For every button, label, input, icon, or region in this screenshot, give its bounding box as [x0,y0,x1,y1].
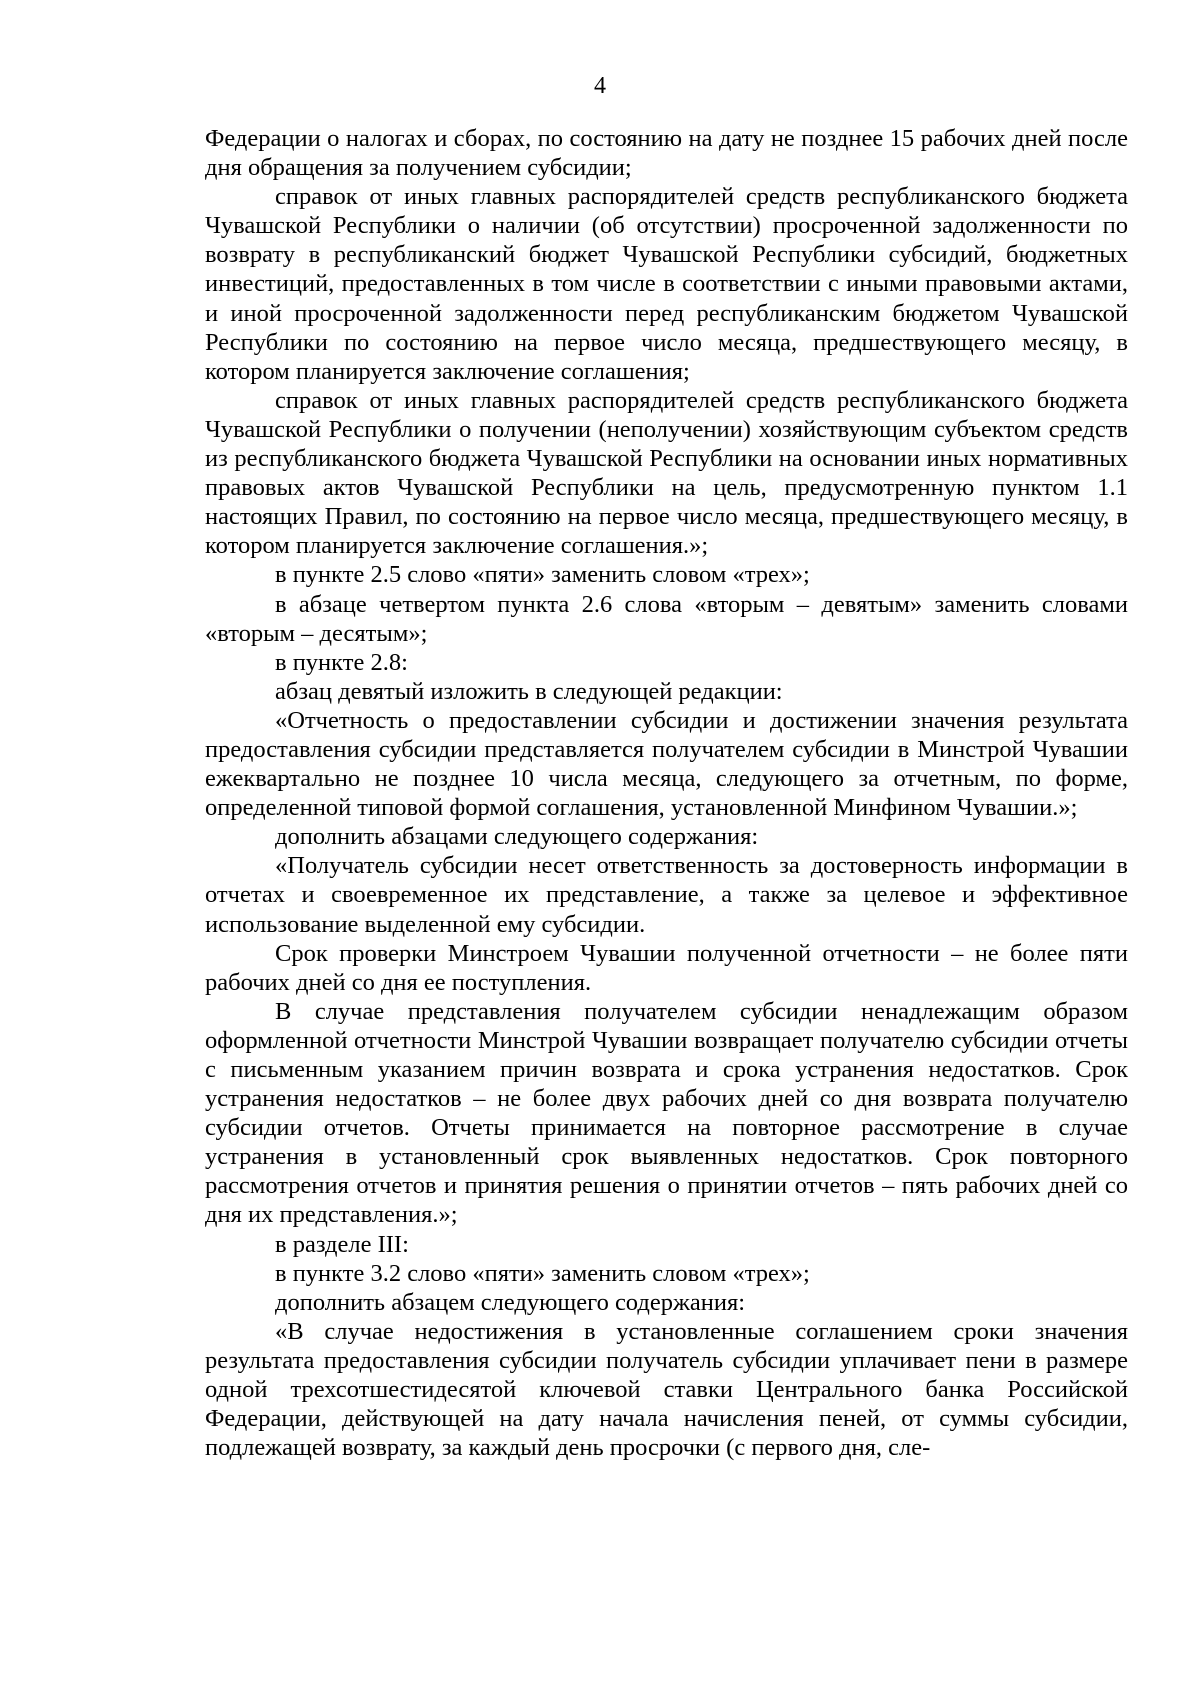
paragraph-ninth-abzac: абзац девятый изложить в следующей редакции: [275,677,783,705]
paragraph-clause-3-2: в пункте 3.2 слово «пяти» заменить словом «трех»; [275,1259,810,1287]
paragraph-tax-continuation: Федерации о налогах и сборах, по состоянию на дату не позднее 15 рабочих дней после дня обращения за получением субсидии; [205,125,1128,182]
paragraph-responsibility: «Получатель субсидии несет ответственность за достоверность информации в отчетах и своевременное их представление, а также за целевое и эффективное использование выделенной ему субсидии. [205,852,1128,938]
paragraph-add-abzacs: дополнить абзацами следующего содержания: [275,823,759,851]
paragraph-clause-2-5: в пункте 2.5 слово «пяти» заменить словом «трех»; [275,561,810,589]
page-number: 4 [594,73,606,99]
paragraph-add-abzac: дополнить абзацем следующего содержания: [275,1288,746,1316]
paragraph-reporting: «Отчетность о предоставлении субсидии и достижении значения результата предоставления субсидии представляется получателем субсидии в Минстрой Чувашии ежеквартально не позднее 10 числа месяца, следующего за отчетным, по форме, определенной типовой формой соглашения, установленной Минфином Чувашии.»; [205,706,1128,822]
paragraph-clause-2-6: в абзаце четвертом пункта 2.6 слова «вторым – девятым» заменить словами «вторым – десятым»; [205,590,1128,647]
paragraph-clause-2-8: в пункте 2.8: [275,648,408,676]
paragraph-funds-certificates: справок от иных главных распорядителей средств республиканского бюджета Чувашской Республики о получении (неполучении) хозяйствующим субъектом средств из республиканского бюджета Чувашской Республики на основании иных нормативных правовых актов Чувашской Республики на цель, предусмотренную пунктом 1.1 настоящих Правил, по состоянию на первое число месяца, предшествующего месяцу, в котором планируется заключение соглашения.»; [205,386,1128,560]
paragraph-section-3: в разделе III: [275,1230,409,1258]
paragraph-debt-certificates: справок от иных главных распорядителей средств республиканского бюджета Чувашской Республики о наличии (об отсутствии) просроченной задолженности по возврату в республиканский бюджет Чувашской Республики субсидий, бюджетных инвестиций, предоставленных в том числе в соответствии с иными правовыми актами, и иной просроченной задолженности перед республиканским бюджетом Чувашской Республики по состоянию на первое число месяца, предшествующего месяцу, в котором планируется заключение соглашения; [205,183,1128,385]
paragraph-return-reports: В случае представления получателем субсидии ненадлежащим образом оформленной отчетности Минстрой Чувашии возвращает получателю субсидии отчеты с письменным указанием причин возврата и срока устранения недостатков. Срок устранения недостатков – не более двух рабочих дней со дня возврата получателю субсидии отчетов. Отчеты принимается на повторное рассмотрение в случае устранения в установленный срок выявленных недостатков. Срок повторного рассмотрения отчетов и принятия решения о принятии отчетов – пять рабочих дней со дня их представления.»; [205,997,1128,1229]
paragraph-penalty: «В случае недостижения в установленные соглашением сроки значения результата предоставления субсидии получатель субсидии уплачивает пени в размере одной трехсотшестидесятой ключевой ставки Центрального банка Российской Федерации, действующей на дату начала начисления пеней, от суммы субсидии, подлежащей возврату, за каждый день просрочки (с первого дня, сле- [205,1317,1128,1462]
document-body [205,124,1128,1462]
paragraph-review-period: Срок проверки Минстроем Чувашии полученной отчетности – не более пяти рабочих дней со дня ее поступления. [205,939,1128,996]
